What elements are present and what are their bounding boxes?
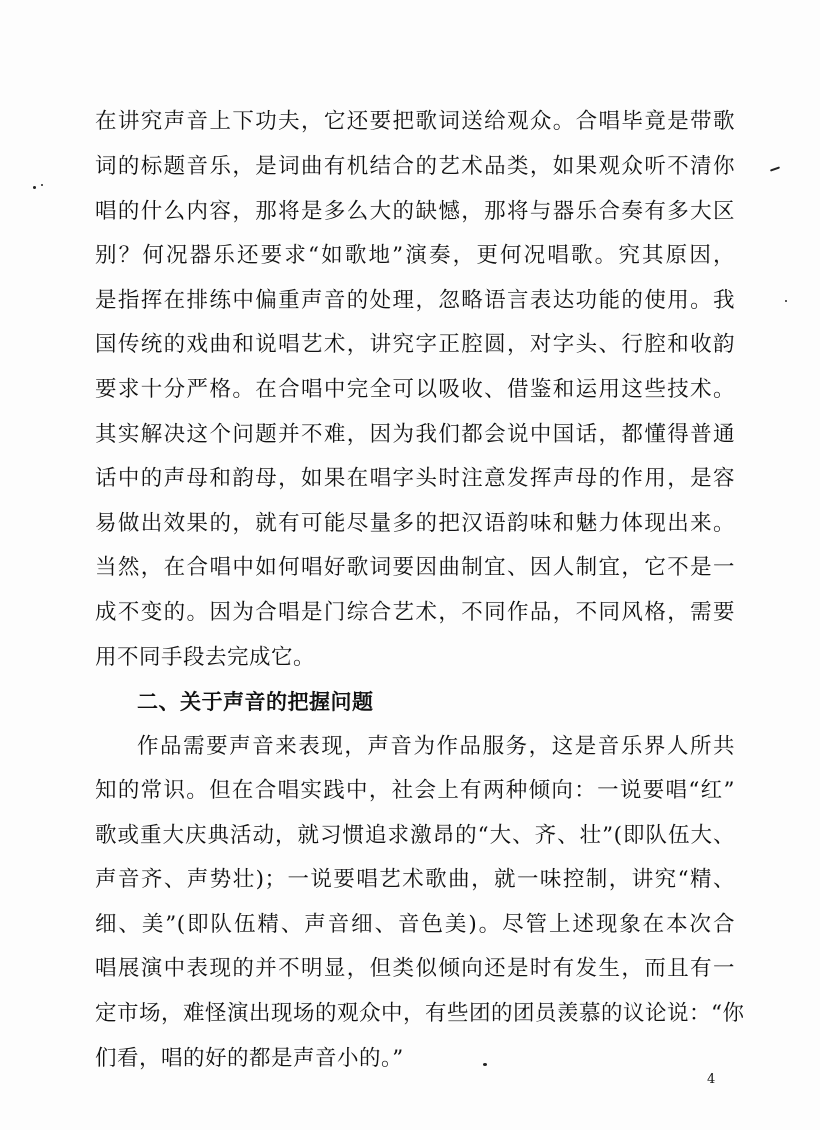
paragraph-line: 用不同手段去完成它。	[95, 645, 316, 670]
paragraph-line: 唱的什么内容，那将是多么大的缺憾，那将与器乐合奏有多大区	[95, 199, 735, 224]
paragraph-line: 在讲究声音上下功夫，它还要把歌词送给观众。合唱毕竟是带歌	[95, 109, 735, 134]
paragraph-line: 成不变的。因为合唱是门综合艺术，不同作品，不同风格，需要	[95, 600, 735, 625]
paragraph-line: 话中的声母和韵母，如果在唱字头时注意发挥声母的作用，是容	[95, 466, 735, 491]
paragraph-line: 易做出效果的，就有可能尽量多的把汉语韵味和魅力体现出来。	[95, 511, 735, 536]
section-heading: 二、关于声音的把握问题	[137, 690, 374, 714]
paragraph-line: 声音齐、声势壮)；一说要唱艺术歌曲，就一味控制，讲究“精、	[95, 867, 735, 892]
paragraph-line: 其实解决这个问题并不难，因为我们都会说中国话，都懂得普通	[95, 422, 735, 447]
paragraph-line: 作品需要声音来表现，声音为作品服务，这是音乐界人所共	[137, 734, 735, 759]
paragraph-line: 知的常识。但在合唱实践中，社会上有两种倾向：一说要唱“红”	[95, 778, 735, 803]
paragraph-line: 别？何况器乐还要求“如歌地”演奏，更何况唱歌。究其原因，	[95, 243, 735, 268]
paragraph-line: 词的标题音乐，是词曲有机结合的艺术品类，如果观众听不清你	[95, 154, 735, 179]
paragraph-line: 当然，在合唱中如何唱好歌词要因曲制宜、因人制宜，它不是一	[95, 555, 735, 580]
scan-speck	[483, 1063, 487, 1066]
paragraph-line: 国传统的戏曲和说唱艺术，讲究字正腔圆，对字头、行腔和收韵	[95, 332, 735, 357]
paragraph-line: 们看，唱的好的都是声音小的。”	[95, 1046, 404, 1071]
paragraph-line: 是指挥在排练中偏重声音的处理，忽略语言表达功能的使用。我	[95, 288, 735, 313]
scan-speck	[41, 184, 43, 186]
scan-speck	[33, 186, 36, 189]
scan-speck	[770, 166, 780, 171]
paragraph-line: 歌或重大庆典活动，就习惯追求激昂的“大、齐、壮”(即队伍大、	[95, 823, 735, 848]
paragraph-line: 定市场，难怪演出现场的观众中，有些团的团员羡慕的议论说：“你	[95, 1001, 745, 1026]
paragraph-line: 细、美”(即队伍精、声音细、音色美)。尽管上述现象在本次合	[95, 912, 735, 937]
paragraph-line: 要求十分严格。在合唱中完全可以吸收、借鉴和运用这些技术。	[95, 377, 735, 402]
paragraph-line: 唱展演中表现的并不明显，但类似倾向还是时有发生，而且有一	[95, 956, 735, 981]
page-number: 4	[707, 1072, 716, 1087]
scan-speck	[785, 300, 787, 302]
